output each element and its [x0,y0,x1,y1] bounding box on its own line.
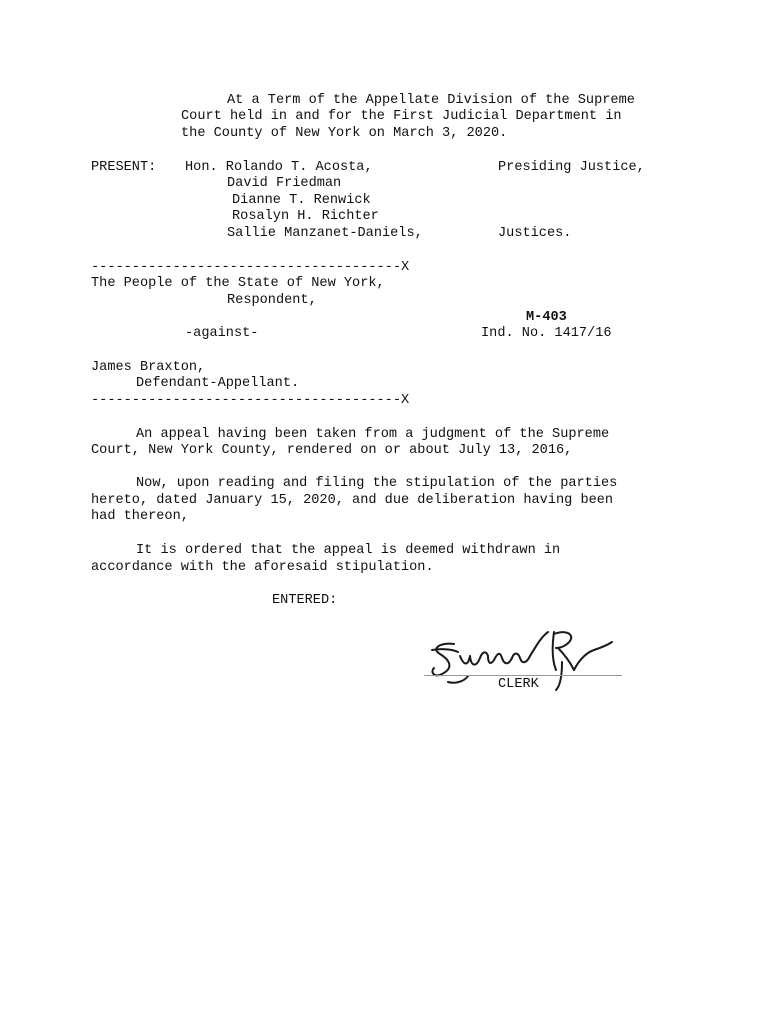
justice-acosta: Hon. Rolando T. Acosta, [185,160,373,175]
paragraph-2-line-1: Now, upon reading and filing the stipulation of the parties [136,476,618,491]
paragraph-1-line-2: Court, New York County, rendered on or about July 13, 2016, [91,443,573,458]
paragraph-1-line-1: An appeal having been taken from a judgment of the Supreme [136,427,610,442]
justice-renwick: Dianne T. Renwick [232,193,371,208]
paragraph-2-line-3: had thereon, [91,509,189,524]
justice-richter: Rosalyn H. Richter [232,209,379,224]
presiding-justice-title: Presiding Justice, [498,160,645,175]
signature-line [424,675,622,676]
defendant-name: James Braxton, [91,360,206,375]
paragraph-3-line-1: It is ordered that the appeal is deemed withdrawn in [136,543,561,558]
header-line-3: the County of New York on March 3, 2020. [181,126,508,141]
header-line-2: Court held in and for the First Judicial Department in [181,109,622,124]
clerk-label: CLERK [498,677,539,692]
justices-title: Justices. [498,226,572,241]
caption-divider-bottom: --------------------------------------X [91,393,410,408]
indictment-number: Ind. No. 1417/16 [481,326,612,341]
present-label: PRESENT: [91,160,157,175]
justice-manzanet-daniels: Sallie Manzanet-Daniels, [227,226,423,241]
paragraph-2-line-2: hereto, dated January 15, 2020, and due deliberation having been [91,493,614,508]
defendant-role: Defendant-Appellant. [136,376,300,391]
entered-label: ENTERED: [272,593,338,608]
plaintiff-name: The People of the State of New York, [91,276,385,291]
against-label: -against- [185,326,259,341]
paragraph-3-line-2: accordance with the aforesaid stipulation. [91,560,434,575]
header-line-1: At a Term of the Appellate Division of the Supreme [227,93,635,108]
plaintiff-role: Respondent, [227,293,317,308]
caption-divider-top: --------------------------------------X [91,260,410,275]
justice-friedman: David Friedman [227,176,342,191]
motion-number: M-403 [526,310,567,325]
